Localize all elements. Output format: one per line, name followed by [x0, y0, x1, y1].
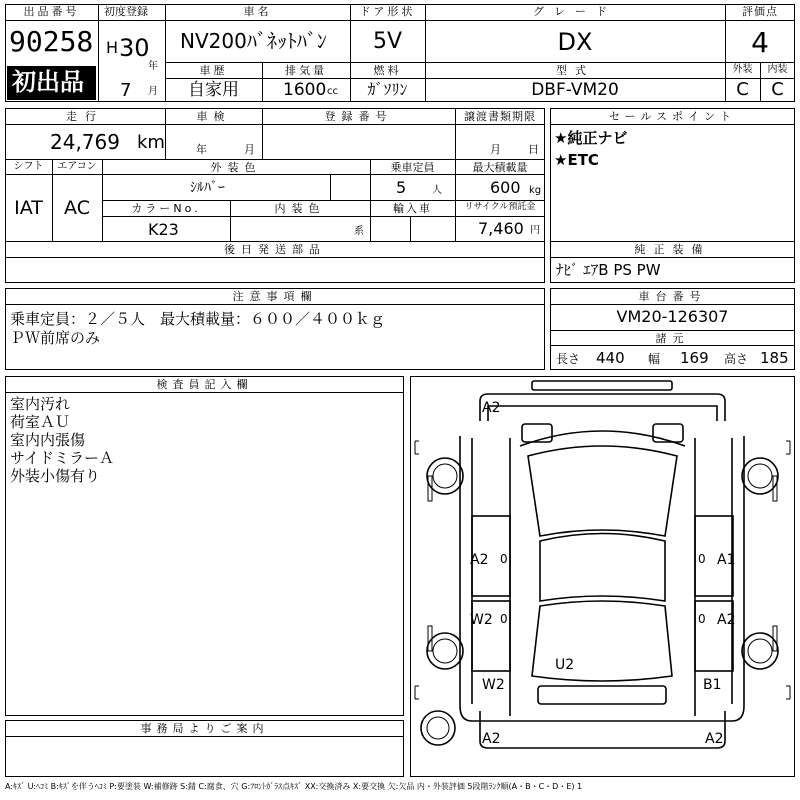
- lot-label: 出品番号: [23, 5, 80, 18]
- color-no: K23: [148, 220, 179, 239]
- exterior-score-label: 外装: [732, 64, 753, 75]
- damage-right-zero: 0: [698, 612, 706, 626]
- lot-number: 90258: [9, 25, 94, 58]
- shift: IAT: [14, 197, 43, 219]
- length: 440: [596, 349, 625, 367]
- car-name: NV200ﾊﾞﾈｯﾄﾊﾞﾝ: [180, 29, 327, 53]
- displacement-unit: cc: [327, 86, 338, 97]
- chassis-label: 車台番号: [638, 290, 707, 303]
- interior-score-label: 内装: [767, 64, 788, 75]
- max-load-label: 最大積載量: [472, 161, 528, 174]
- fuel: ｶﾞｿﾘﾝ: [367, 80, 408, 99]
- history-label: 車歴: [199, 64, 228, 77]
- damage-left-rear: W2: [482, 677, 505, 693]
- fuel-label: 燃料: [373, 64, 402, 77]
- exterior-color-label: 外装色: [210, 161, 262, 174]
- transfer-deadline-label: 譲渡書類期限: [464, 110, 536, 123]
- interior-score: C: [771, 79, 784, 100]
- damage-rear-left: A2: [482, 731, 501, 747]
- model-code: DBF-VM20: [531, 80, 619, 100]
- exterior-score: C: [736, 79, 749, 100]
- office-notes-label: 事務局よりご案内: [140, 722, 269, 735]
- interior-color-label: 内装色: [274, 202, 326, 215]
- length-label: 長さ: [556, 352, 581, 366]
- registration-year: 30: [119, 34, 150, 62]
- inspector-label: 検査員記入欄: [156, 378, 253, 391]
- width: 169: [680, 349, 709, 367]
- damage-left-front: A2: [470, 552, 489, 568]
- genuine-equipment: ﾅﾋﾞ ｴｱB PS PW: [556, 261, 661, 279]
- legend: A:ｷｽﾞ U:ﾍｺﾐ B:ｷｽﾞを伴うﾍｺﾐ P:要塗装 W:補修跡 S:錆 C:腐食、穴 G:ﾌﾛﾝﾄｶﾞﾗｽ点ｷｽﾞ XX:交換済み X:要交換 欠:欠品 内・外装評価 5段階ﾗﾝｸ順(A・B・C・D・E) 1: [5, 782, 583, 791]
- dimensions-label: 諸元: [655, 332, 690, 345]
- displacement: 1600: [283, 80, 327, 100]
- recycle-label: リサイクル預託金: [464, 202, 536, 212]
- inspector-line: サイドミラーＡ: [10, 449, 114, 467]
- registration-month: 7: [120, 80, 132, 101]
- exterior-color: ｼﾙﾊﾞｰ: [190, 180, 225, 196]
- inspector-line: 外装小傷有り: [10, 467, 101, 485]
- damage-right-zero: 0: [698, 552, 706, 566]
- mileage: 24,769: [50, 130, 120, 154]
- inspector-line: 室内内張傷: [10, 431, 86, 449]
- car-name-label: 車名: [243, 5, 272, 18]
- transfer-day-unit: 日: [528, 143, 539, 156]
- capacity: 5: [396, 178, 407, 197]
- capacity-label: 乗車定員: [390, 161, 435, 174]
- history: 自家用: [188, 80, 239, 100]
- notes-line: ＰＷ前席のみ: [10, 329, 101, 347]
- damage-front-bumper: A2: [482, 400, 501, 416]
- first-listing-label: 初出品: [12, 68, 84, 96]
- plate-label: 登録番号: [324, 110, 393, 123]
- car-damage-diagram: [410, 376, 795, 777]
- damage-rear-right: A2: [705, 731, 724, 747]
- damage-right-mid: A2: [717, 612, 736, 628]
- transfer-month-unit: 月: [490, 143, 501, 156]
- inspector-line: 荷室ＡＵ: [10, 413, 71, 431]
- damage-left-zero: 0: [500, 552, 508, 566]
- door-type: 5V: [372, 29, 403, 54]
- mileage-unit: km: [137, 132, 165, 153]
- aircon: AC: [64, 197, 90, 219]
- color-no-label: カラーNo.: [131, 202, 201, 215]
- height-label: 高さ: [724, 352, 749, 366]
- width-label: 幅: [648, 352, 661, 366]
- grade-label: グレード: [533, 5, 617, 18]
- damage-right-rear: B1: [703, 677, 722, 693]
- door-type-label: ドア形状: [359, 5, 416, 18]
- damage-left-zero: 0: [500, 612, 508, 626]
- inspection-month-unit: 月: [244, 143, 255, 156]
- later-parts-label: 後日発送部品: [224, 243, 326, 256]
- chassis-number: VM20-126307: [616, 307, 729, 326]
- score: 4: [751, 26, 769, 59]
- sales-point-item: ★ETC: [554, 151, 599, 169]
- shift-label: シフト: [13, 161, 44, 172]
- damage-roof: U2: [555, 657, 575, 673]
- registration-label: 初度登録: [104, 5, 148, 18]
- grade: DX: [557, 28, 593, 56]
- registration-year-unit: 年: [148, 61, 158, 72]
- genuine-equipment-label: 純正装備: [634, 243, 711, 256]
- notes-line: 乗車定員：２／５人 最大積載量：６００／４００ｋｇ: [10, 310, 386, 328]
- sales-point-item: ★純正ナビ: [554, 129, 628, 147]
- model-code-label: 型式: [556, 64, 594, 77]
- damage-left-mid: W2: [470, 612, 493, 628]
- import-label: 輸入車: [393, 202, 432, 215]
- notes-label: 注意事項欄: [232, 290, 318, 303]
- inspection-label: 車検: [196, 110, 231, 123]
- max-load-unit: kg: [529, 185, 542, 196]
- damage-right-front: A1: [717, 552, 736, 568]
- interior-color-unit: 系: [354, 226, 364, 237]
- sales-points-label: セールスポイント: [608, 110, 736, 123]
- registration-month-unit: 月: [148, 86, 158, 97]
- height: 185: [760, 349, 789, 367]
- recycle-fee: 7,460: [478, 219, 524, 238]
- registration-era: H: [106, 38, 119, 57]
- max-load: 600: [490, 178, 521, 197]
- inspection-year-unit: 年: [196, 143, 207, 156]
- capacity-unit: 人: [432, 185, 442, 196]
- recycle-unit: 円: [530, 225, 540, 236]
- inspector-line: 室内汚れ: [10, 395, 71, 413]
- mileage-label: 走行: [66, 110, 104, 123]
- aircon-label: エアコン: [57, 161, 97, 172]
- displacement-label: 排気量: [285, 64, 327, 77]
- score-label: 評価点: [742, 5, 778, 18]
